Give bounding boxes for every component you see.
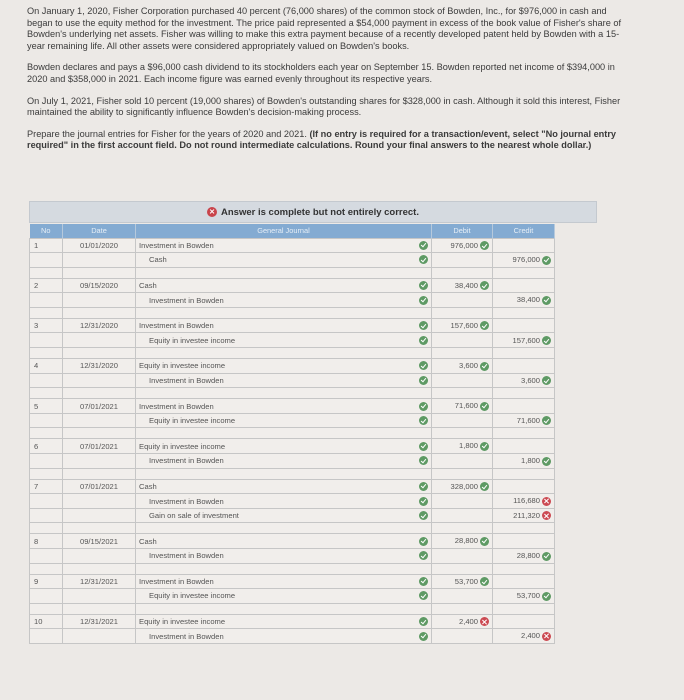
debit-amount[interactable]: 38,400 [454, 280, 478, 290]
credit-cell[interactable] [493, 439, 555, 454]
account-cell[interactable] [136, 439, 432, 454]
debit-cell[interactable] [432, 589, 493, 604]
account-cell[interactable] [136, 399, 432, 414]
check-circle-icon [419, 281, 428, 290]
entry-number: 5 [30, 399, 63, 414]
problem-paragraph-1: On January 1, 2020, Fisher Corporation purchased 40 percent (76,000 shares) of the common stock of Bowden, Inc., for $976,000 in cash and began to use the equity method for the investment. The price paid represented a $54,000 payment in excess of the book value of Fisher's share of Bowden's underlying net assets. Fisher was willing to make this extra payment because of a recently developed patent held by Bowden with a 15-year remaining life. All other assets were considered appropriately valued on Bowden's books. [27, 6, 622, 51]
entry-number: 8 [30, 534, 63, 549]
credit-amount[interactable]: 71,600 [516, 415, 540, 425]
account-name[interactable]: Equity in investee income [139, 617, 226, 627]
spacer-row [30, 388, 555, 399]
debit-cell[interactable] [432, 373, 493, 388]
entry-number-empty [30, 293, 63, 308]
debit-amount[interactable]: 157,600 [450, 320, 478, 330]
debit-cell[interactable] [432, 318, 493, 333]
check-circle-icon [542, 592, 551, 601]
entry-number: 6 [30, 439, 63, 454]
account-cell[interactable] [136, 549, 432, 564]
check-circle-icon [419, 442, 428, 451]
check-circle-icon [419, 617, 428, 626]
journal-row [30, 454, 555, 469]
account-name[interactable]: Investment in Bowden [139, 321, 214, 331]
account-name[interactable]: Equity in investee income [149, 335, 236, 345]
header-general-journal: General Journal [136, 224, 432, 238]
general-journal-table [29, 224, 555, 644]
debit-cell[interactable] [432, 333, 493, 348]
entry-date-empty [63, 293, 136, 308]
entry-date[interactable]: 12/31/2020 [63, 318, 136, 333]
credit-cell[interactable] [493, 253, 555, 268]
entry-date-empty [63, 413, 136, 428]
debit-cell[interactable] [432, 278, 493, 293]
check-circle-icon [419, 376, 428, 385]
header-debit: Debit [432, 224, 493, 238]
account-name[interactable]: Investment in Bowden [139, 401, 214, 411]
check-circle-icon [542, 376, 551, 385]
journal-row [30, 413, 555, 428]
check-circle-icon [480, 321, 489, 330]
account-cell[interactable] [136, 413, 432, 428]
journal-row [30, 278, 555, 293]
debit-cell[interactable] [432, 614, 493, 629]
debit-cell[interactable] [432, 238, 493, 253]
journal-row [30, 534, 555, 549]
debit-amount[interactable]: 53,700 [454, 576, 478, 586]
debit-cell[interactable] [432, 574, 493, 589]
entry-number-empty [30, 373, 63, 388]
debit-amount[interactable]: 28,800 [454, 536, 478, 546]
journal-row [30, 373, 555, 388]
entry-date-empty [63, 373, 136, 388]
debit-cell[interactable] [432, 549, 493, 564]
entry-date[interactable]: 07/01/2021 [63, 479, 136, 494]
check-circle-icon [419, 321, 428, 330]
journal-row [30, 508, 555, 523]
entry-date[interactable]: 09/15/2021 [63, 534, 136, 549]
check-circle-icon [480, 442, 489, 451]
problem-statement [27, 6, 627, 162]
entry-number-empty [30, 629, 63, 644]
credit-cell[interactable] [493, 373, 555, 388]
table-header-row [30, 224, 555, 238]
journal-body [30, 238, 555, 643]
account-cell[interactable] [136, 318, 432, 333]
debit-amount[interactable]: 71,600 [454, 401, 478, 411]
account-name[interactable]: Cash [139, 280, 157, 290]
debit-cell[interactable] [432, 293, 493, 308]
journal-row [30, 614, 555, 629]
entry-number: 7 [30, 479, 63, 494]
debit-amount[interactable]: 1,800 [458, 441, 478, 451]
debit-cell[interactable] [432, 534, 493, 549]
account-cell[interactable] [136, 574, 432, 589]
check-circle-icon [419, 402, 428, 411]
journal-row [30, 494, 555, 509]
check-circle-icon [419, 577, 428, 586]
problem-paragraph-2: Bowden declares and pays a $96,000 cash dividend to its stockholders each year on September 15. Bowden reported net income of $394,000 in 2020 and $358,000 in 2021. Each income figure was earned evenly throughout its respective years. [27, 62, 615, 84]
check-circle-icon [480, 362, 489, 371]
spacer-row [30, 603, 555, 614]
debit-amount[interactable]: 2,400 [458, 616, 478, 626]
debit-amount[interactable]: 976,000 [450, 240, 478, 250]
check-circle-icon [480, 402, 489, 411]
credit-cell[interactable] [493, 549, 555, 564]
entry-date-empty [63, 629, 136, 644]
debit-cell[interactable] [432, 439, 493, 454]
entry-date[interactable]: 07/01/2021 [63, 399, 136, 414]
account-cell[interactable] [136, 534, 432, 549]
account-name[interactable]: Investment in Bowden [149, 631, 224, 641]
account-cell[interactable] [136, 454, 432, 469]
entry-number: 10 [30, 614, 63, 629]
check-circle-icon [419, 416, 428, 425]
check-circle-icon [480, 577, 489, 586]
credit-amount[interactable]: 1,800 [520, 456, 540, 466]
entry-date[interactable]: 12/31/2021 [63, 614, 136, 629]
credit-amount[interactable]: 116,680 [513, 496, 540, 506]
credit-amount[interactable]: 157,600 [512, 335, 540, 345]
debit-amount[interactable]: 3,600 [458, 361, 478, 371]
entry-date-empty [63, 589, 136, 604]
spacer-row [30, 428, 555, 439]
journal-row [30, 439, 555, 454]
debit-cell[interactable] [432, 629, 493, 644]
debit-cell[interactable] [432, 399, 493, 414]
check-circle-icon [480, 241, 489, 250]
debit-cell[interactable] [432, 494, 493, 509]
account-name[interactable]: Equity in investee income [139, 441, 226, 451]
account-name[interactable]: Investment in Bowden [139, 576, 214, 586]
check-circle-icon [419, 456, 428, 465]
account-name[interactable]: Equity in investee income [149, 416, 236, 426]
check-circle-icon [419, 551, 428, 560]
entry-date-empty [63, 494, 136, 509]
instructions-bold-text: (If no entry is required for a transaction/event, select "No journal entry required" in the first account field. Do not round intermediate calculations. Round your final answers to the nearest whole dollar.) [27, 128, 617, 151]
instructions-text: Prepare the journal entries for Fisher for the years of 2020 and 2021. [27, 128, 310, 139]
credit-cell[interactable] [493, 454, 555, 469]
account-name[interactable]: Investment in Bowden [149, 295, 224, 305]
account-cell[interactable] [136, 494, 432, 509]
journal-row [30, 574, 555, 589]
account-cell[interactable] [136, 333, 432, 348]
check-circle-icon [480, 537, 489, 546]
entry-number: 4 [30, 359, 63, 374]
entry-date-empty [63, 454, 136, 469]
credit-cell[interactable] [493, 494, 555, 509]
credit-cell[interactable] [493, 629, 555, 644]
credit-amount[interactable]: 53,700 [516, 591, 540, 601]
credit-cell[interactable] [493, 413, 555, 428]
header-credit: Credit [493, 224, 555, 238]
entry-date-empty [63, 333, 136, 348]
account-name[interactable]: Investment in Bowden [149, 496, 224, 506]
credit-cell[interactable] [493, 508, 555, 523]
account-name[interactable]: Cash [139, 536, 157, 546]
account-cell[interactable] [136, 614, 432, 629]
entry-number-empty [30, 508, 63, 523]
credit-amount[interactable]: 211,320 [513, 510, 540, 520]
credit-cell[interactable] [493, 479, 555, 494]
journal-row [30, 589, 555, 604]
answer-status-banner [29, 201, 597, 223]
answer-status-text: Answer is complete but not entirely correct. [221, 206, 419, 218]
journal-row [30, 333, 555, 348]
debit-cell[interactable] [432, 253, 493, 268]
account-name[interactable]: Equity in investee income [149, 591, 236, 601]
journal-row [30, 399, 555, 414]
credit-cell[interactable] [493, 614, 555, 629]
credit-cell[interactable] [493, 293, 555, 308]
problem-instructions [27, 129, 627, 152]
credit-cell[interactable] [493, 534, 555, 549]
entry-number-empty [30, 333, 63, 348]
credit-amount[interactable]: 976,000 [512, 255, 540, 265]
entry-number: 1 [30, 238, 63, 253]
credit-amount[interactable]: 28,800 [516, 551, 540, 561]
credit-cell[interactable] [493, 333, 555, 348]
entry-date[interactable]: 12/31/2020 [63, 359, 136, 374]
check-circle-icon [542, 296, 551, 305]
entry-number-empty [30, 454, 63, 469]
credit-cell[interactable] [493, 359, 555, 374]
journal-row [30, 479, 555, 494]
account-name[interactable]: Investment in Bowden [139, 240, 214, 250]
entry-number-empty [30, 494, 63, 509]
check-circle-icon [419, 497, 428, 506]
account-cell[interactable] [136, 278, 432, 293]
journal-row [30, 318, 555, 333]
check-circle-icon [480, 482, 489, 491]
x-circle-icon [542, 497, 551, 506]
header-no: No [30, 224, 63, 238]
account-name[interactable]: Investment in Bowden [149, 551, 224, 561]
credit-cell[interactable] [493, 589, 555, 604]
account-name[interactable]: Investment in Bowden [149, 375, 224, 385]
entry-number: 3 [30, 318, 63, 333]
check-circle-icon [419, 241, 428, 250]
credit-amount[interactable]: 3,600 [520, 375, 540, 385]
debit-amount[interactable]: 328,000 [450, 481, 478, 491]
x-circle-icon [480, 617, 489, 626]
check-circle-icon [542, 336, 551, 345]
credit-cell[interactable] [493, 278, 555, 293]
check-circle-icon [542, 457, 551, 466]
check-circle-icon [419, 255, 428, 264]
spacer-row [30, 468, 555, 479]
entry-date-empty [63, 253, 136, 268]
account-cell[interactable] [136, 359, 432, 374]
account-cell[interactable] [136, 238, 432, 253]
account-cell[interactable] [136, 253, 432, 268]
entry-number: 9 [30, 574, 63, 589]
account-name[interactable]: Cash [149, 255, 167, 265]
entry-date[interactable]: 09/15/2020 [63, 278, 136, 293]
debit-cell[interactable] [432, 359, 493, 374]
credit-amount[interactable]: 2,400 [520, 631, 540, 641]
account-name[interactable]: Equity in investee income [139, 361, 226, 371]
account-name[interactable]: Cash [139, 481, 157, 491]
account-cell[interactable] [136, 293, 432, 308]
entry-date-empty [63, 508, 136, 523]
check-circle-icon [419, 511, 428, 520]
check-circle-icon [542, 416, 551, 425]
debit-cell[interactable] [432, 479, 493, 494]
account-cell[interactable] [136, 629, 432, 644]
check-circle-icon [419, 591, 428, 600]
spacer-row [30, 348, 555, 359]
account-name[interactable]: Investment in Bowden [149, 456, 224, 466]
credit-cell[interactable] [493, 238, 555, 253]
journal-row [30, 549, 555, 564]
journal-row [30, 253, 555, 268]
spacer-row [30, 307, 555, 318]
journal-row [30, 629, 555, 644]
account-cell[interactable] [136, 373, 432, 388]
account-cell[interactable] [136, 508, 432, 523]
check-circle-icon [542, 552, 551, 561]
entry-number-empty [30, 589, 63, 604]
x-circle-icon: ✕ [207, 207, 217, 217]
x-circle-icon [542, 511, 551, 520]
spacer-row [30, 523, 555, 534]
account-cell[interactable] [136, 479, 432, 494]
check-circle-icon [480, 281, 489, 290]
entry-number: 2 [30, 278, 63, 293]
credit-amount[interactable]: 38,400 [516, 295, 540, 305]
entry-date-empty [63, 549, 136, 564]
check-circle-icon [419, 482, 428, 491]
account-cell[interactable] [136, 589, 432, 604]
account-name[interactable]: Gain on sale of investment [149, 511, 239, 521]
check-circle-icon [419, 296, 428, 305]
header-date: Date [63, 224, 136, 238]
entry-number-empty [30, 413, 63, 428]
credit-cell[interactable] [493, 399, 555, 414]
check-circle-icon [419, 336, 428, 345]
debit-cell[interactable] [432, 454, 493, 469]
check-circle-icon [419, 537, 428, 546]
entry-date[interactable]: 07/01/2021 [63, 439, 136, 454]
entry-number-empty [30, 549, 63, 564]
entry-date[interactable]: 01/01/2020 [63, 238, 136, 253]
journal-row [30, 359, 555, 374]
spacer-row [30, 267, 555, 278]
check-circle-icon [419, 361, 428, 370]
problem-paragraph-3: On July 1, 2021, Fisher sold 10 percent (19,000 shares) of Bowden's outstanding shares for $328,000 in cash. Although it sold this interest, Fisher maintained the ability to significantly influence Bowden's decision-making process. [27, 95, 621, 118]
journal-row [30, 238, 555, 253]
entry-date[interactable]: 12/31/2021 [63, 574, 136, 589]
debit-cell[interactable] [432, 413, 493, 428]
check-circle-icon [419, 632, 428, 641]
journal-row [30, 293, 555, 308]
credit-cell[interactable] [493, 318, 555, 333]
debit-cell[interactable] [432, 508, 493, 523]
check-circle-icon [542, 256, 551, 265]
spacer-row [30, 563, 555, 574]
entry-number-empty [30, 253, 63, 268]
credit-cell[interactable] [493, 574, 555, 589]
x-circle-icon [542, 632, 551, 641]
